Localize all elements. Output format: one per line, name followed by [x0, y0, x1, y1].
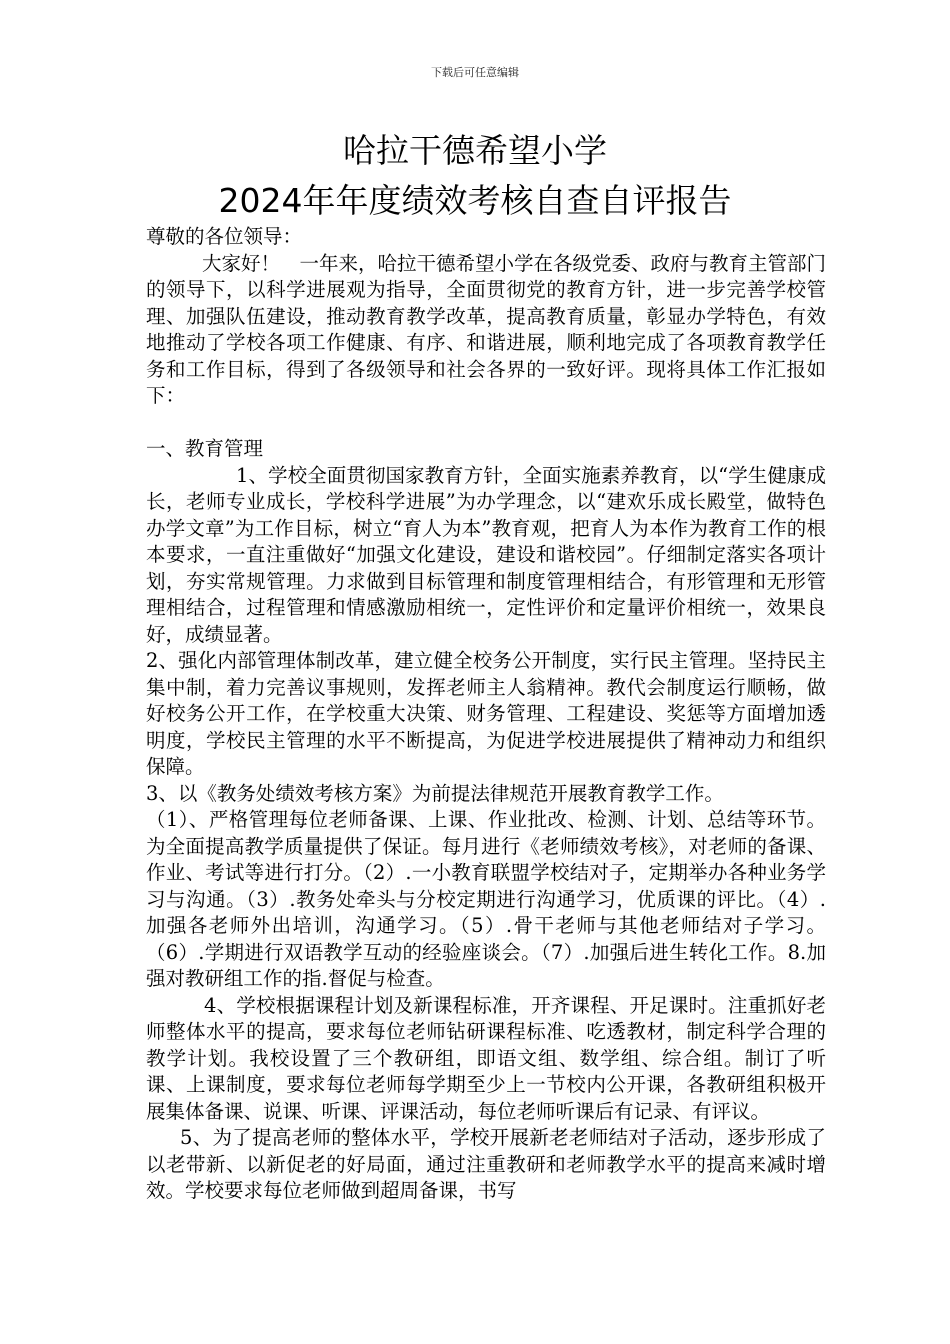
section-heading-education-management: 一、教育管理 [146, 437, 264, 460]
item-4-paragraph: 4、学校根据课程计划及新课程标准，开齐课程、开足课时。注重抓好老师整体水平的提高，要求每位老师钻研课程标准、吃透教材，制定科学合理的教学计划。我校设置了三个教研组，即语文组、数学组、综合组。制订了听课、上课制度，要求每位老师每学期至少上一节校内公开课，各教研组积极开展集体备课、说课、听课、评课活动，每位老师听课后有记录、有评议。 [146, 993, 826, 1123]
item-3-paragraph: （1）、严格管理每位老师备课、上课、作业批改、检测、计划、总结等环节。为全面提高教学质量提供了保证。每月进行《老师绩效考核》，对老师的备课、作业、考试等进行打分。（2）.一小教育联盟学校结对子，定期举办各种业务学习与沟通。（3）.教务处牵头与分校定期进行沟通学习，优质课的评比。（4）.加强各老师外出培训，沟通学习。（5）.骨干老师与其他老师结对子学习。（6）.学期进行双语教学互动的经验座谈会。（7）.加强后进生转化工作。8.加强对教研组工作的指.督促与检查。 [146, 808, 826, 990]
item-5-paragraph: 5、为了提高老师的整体水平，学校开展新老老师结对子活动，逐步形成了以老带新、以新促老的好局面，通过注重教研和老师教学水平的提高来减时增效。学校要求每位老师做到超周备课，书写 [146, 1126, 826, 1202]
item-2-paragraph: 2、强化内部管理体制改革，建立健全校务公开制度，实行民主管理。坚持民主集中制，着力完善议事规则，发挥老师主人翁精神。教代会制度运行顺畅，做好校务公开工作，在学校重大决策、财务管理、工程建设、奖惩等方面增加透明度，学校民主管理的水平不断提高，为促进学校进展提供了精神动力和组织保障。 [146, 649, 826, 778]
blank-line [146, 410, 826, 437]
header-note: 下载后可任意编辑 [431, 66, 519, 79]
intro-paragraph: 大家好！ 一年来，哈拉干德希望小学在各级党委、政府与教育主管部门的领导下，以科学进展观为指导，全面贯彻党的教育方针，进一步完善学校管理、加强队伍建设，推动教育教学改革，提高教育质量，彰显办学特色，有效地推动了学校各项工作健康、有序、和谐进展，顺利地完成了各项教育教学任务和工作目标，得到了各级领导和社会各界的一致好评。现将具体工作汇报如下： [146, 251, 827, 407]
document-body [146, 224, 826, 1205]
item-1-paragraph: 1、学校全面贯彻国家教育方针，全面实施素养教育，以“学生健康成长，老师专业成长，学校科学进展”为办学理念，以“建欢乐成长殿堂，做特色办学文章”为工作目标，树立“育人为本”教育观，把育人为本作为教育工作的根本要求，一直注重做好“加强文化建设，建设和谐校园”。仔细制定落实各项计划，夯实常规管理。力求做到目标管理和制度管理相结合，有形管理和无形管理相结合，过程管理和情感激励相统一，定性评价和定量评价相统一，效果良好，成绩显著。 [146, 463, 826, 646]
item-3-heading: 3、以《教务处绩效考核方案》为前提法律规范开展教育教学工作。 [146, 781, 724, 805]
document-title-line2: 2024年年度绩效考核自查自评报告 [218, 181, 732, 220]
salutation: 尊敬的各位领导： [146, 225, 303, 248]
document-title-line1: 哈拉干德希望小学 [343, 131, 607, 170]
